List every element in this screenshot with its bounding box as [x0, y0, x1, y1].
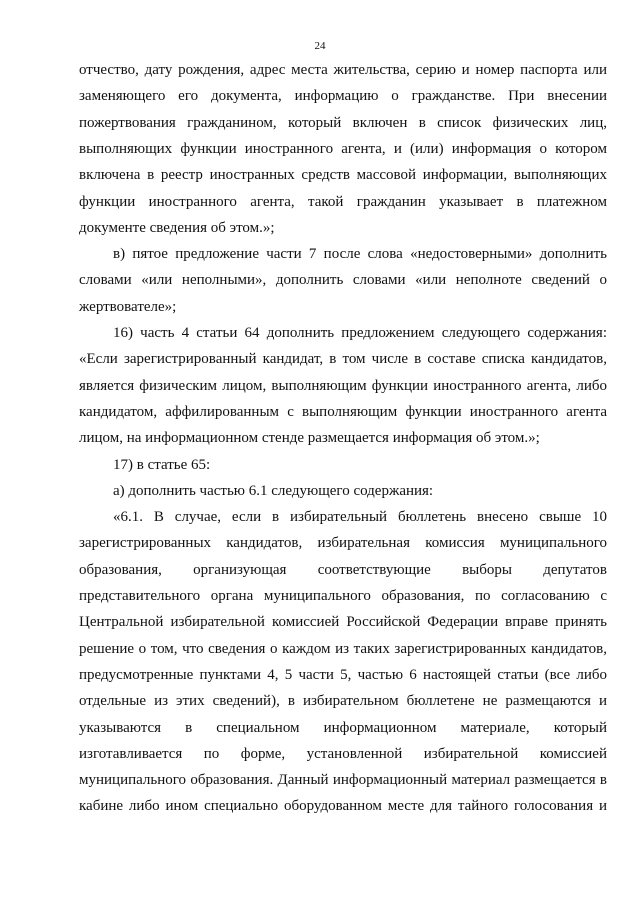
text-line: изготавливается по форме, установленной избирательной комиссией — [79, 745, 607, 762]
text-line: отдельные из этих сведений), в избирательном бюллетене не размещаются и — [79, 693, 607, 710]
text-line: 16) часть 4 статьи 64 дополнить предложением следующего содержания: — [113, 325, 607, 341]
text-line: «6.1. В случае, если в избирательный бюллетень внесено свыше 10 — [113, 509, 607, 526]
text-line: лицом, на информационном стенде размещается информация об этом.»; — [79, 430, 540, 447]
text-line: а) дополнить частью 6.1 следующего содержания: — [113, 482, 434, 499]
text-line: зарегистрированных кандидатов, избирательная комиссия муниципального — [79, 535, 607, 552]
text-line: в) пятое предложение части 7 после слова «недостоверными» дополнить — [113, 246, 607, 263]
text-line: указываются в специальном информационном материале, который — [79, 719, 607, 736]
text-line: заменяющего его документа, информацию о гражданстве. При внесении — [79, 88, 607, 105]
text-line: представительного органа муниципального образования, по согласованию с — [79, 588, 607, 604]
text-line: является физическим лицом, выполняющим функции иностранного агента, либо — [79, 377, 607, 394]
text-line: «Если зарегистрированный кандидат, в том числе в составе списка кандидатов, — [79, 351, 607, 368]
text-line: кабине либо ином специально оборудованном месте для тайного голосования и — [79, 798, 607, 815]
text-line: отчество, дату рождения, адрес места жительства, серию и номер паспорта или — [79, 62, 607, 78]
text-line: Центральной избирательной комиссией Российской Федерации вправе принять — [79, 614, 607, 631]
text-line: муниципального образования. Данный информационный материал размещается в — [79, 772, 607, 789]
text-line: кандидатом, аффилированным с выполняющим функции иностранного агента — [79, 403, 607, 420]
text-line: выполняющих функции иностранного агента, и (или) информация о котором — [79, 140, 607, 157]
text-line: включена в реестр иностранных средств массовой информации, выполняющих — [79, 167, 607, 184]
text-line: решение о том, что сведения о каждом из таких зарегистрированных кандидатов, — [79, 640, 607, 657]
text-line: функции иностранного агента, такой гражданин указывает в платежном — [79, 193, 607, 210]
text-line: образования, организующая соответствующие выборы депутатов — [79, 561, 607, 578]
text-line: 17) в статье 65: — [113, 456, 211, 473]
text-line: предусмотренные пунктами 4, 5 части 5, частью 6 настоящей статьи (все либо — [79, 666, 607, 683]
text-line: жертвователе»; — [79, 298, 177, 315]
text-line: пожертвования гражданином, который включен в список физических лиц, — [79, 114, 607, 131]
text-line: словами «или неполными», дополнить словами «или неполноте сведений о — [79, 272, 607, 289]
page-number: 24 — [314, 40, 326, 52]
text-line: документе сведения об этом.»; — [79, 219, 275, 236]
